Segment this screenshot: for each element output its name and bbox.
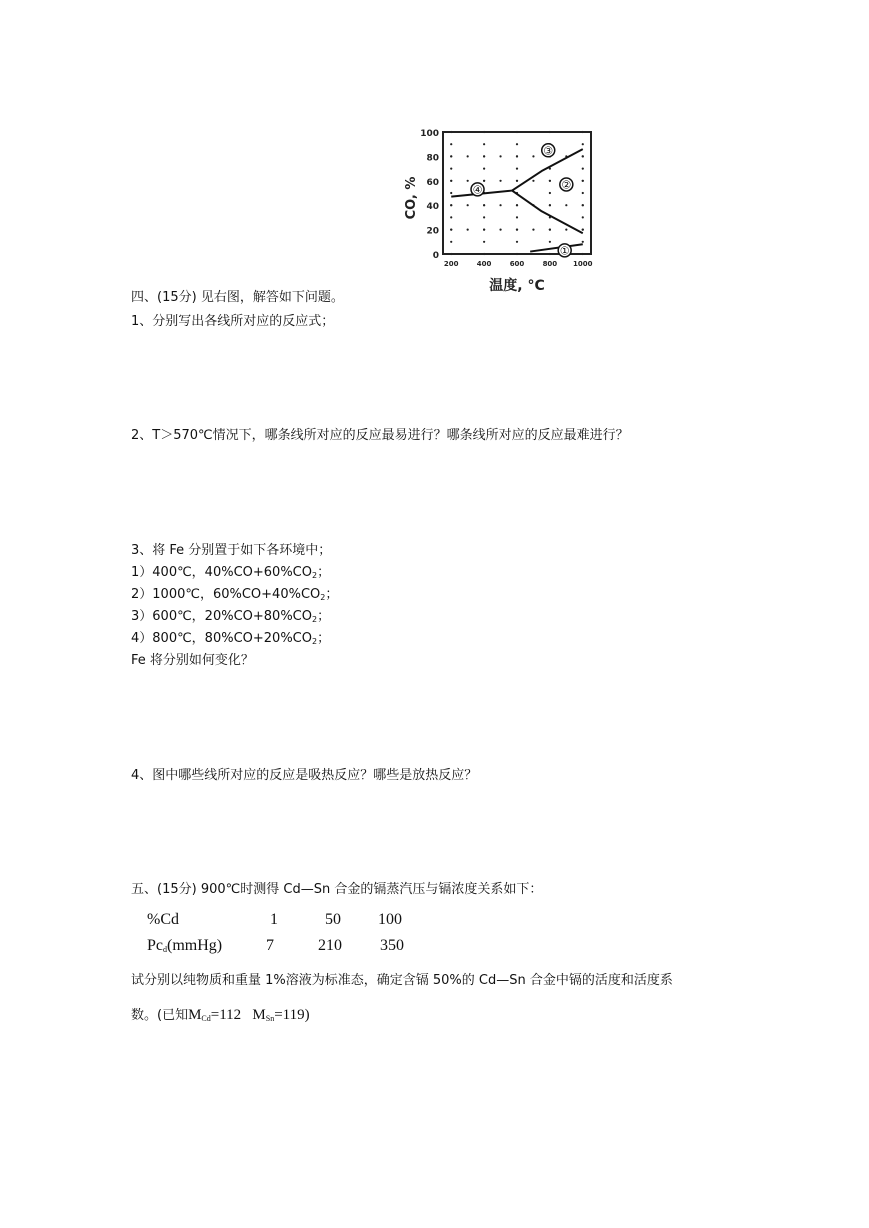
question-5-body-line2: 数。(已知$M_{Cd}=112$ $M_{Sn}=119$) — [131, 1007, 310, 1023]
y-tick-label: 100 — [420, 129, 439, 139]
grid-dot — [582, 143, 584, 145]
grid-dot — [516, 168, 518, 170]
grid-dot — [483, 143, 485, 145]
grid-dot — [499, 155, 501, 157]
question-5-body-line1: 试分别以纯物质和重量 1%溶液为标准态，确定含镉 50%的 Cd—Sn 合金中镉的活度和活度系 — [131, 973, 673, 988]
table-row1-value-2: 50 — [325, 911, 341, 928]
curve-label — [560, 178, 573, 192]
grid-dot — [582, 155, 584, 157]
grid-dot — [549, 192, 551, 194]
svg-text:④: ④ — [472, 183, 483, 197]
grid-dot — [582, 204, 584, 206]
grid-dot — [516, 155, 518, 157]
svg-text:③: ③ — [543, 144, 554, 158]
table-row1-value-3: 100 — [378, 911, 402, 928]
grid-dot — [467, 229, 469, 231]
grid-dot — [450, 216, 452, 218]
table-row2-value-2: 210 — [318, 937, 342, 954]
grid-dot — [450, 180, 452, 182]
svg-text:②: ② — [561, 178, 572, 192]
grid-dot — [450, 229, 452, 231]
grid-dot — [565, 229, 567, 231]
question-4-3-outro: Fe 将分别如何变化？ — [131, 653, 254, 668]
grid-dot — [549, 229, 551, 231]
q3-item-2: 2）1000℃，$60\%CO+40\%CO_2$； — [131, 587, 339, 602]
grid-dot — [532, 229, 534, 231]
x-tick-label: 200 — [443, 260, 459, 268]
grid-dot — [532, 180, 534, 182]
grid-dot — [549, 180, 551, 182]
question-4-2: 2、T＞570℃情况下，哪条线所对应的反应最易进行？哪条线所对应的反应最难进行？ — [131, 428, 629, 443]
grid-dot — [483, 168, 485, 170]
grid-dot — [582, 180, 584, 182]
grid-dot — [450, 192, 452, 194]
q3-item-3: 3）600℃，$20\%CO+80\%CO_2$； — [131, 609, 331, 624]
grid-dot — [450, 168, 452, 170]
grid-dot — [499, 204, 501, 206]
grid-dot — [516, 180, 518, 182]
curve-① — [530, 244, 583, 251]
grid-dot — [483, 229, 485, 231]
y-tick-label: 60 — [426, 177, 439, 188]
grid-dot — [450, 241, 452, 243]
grid-dot — [549, 241, 551, 243]
x-tick-label: 400 — [476, 260, 492, 268]
curve-label — [471, 183, 484, 197]
grid-dot — [467, 204, 469, 206]
grid-dot — [450, 204, 452, 206]
grid-dot — [499, 229, 501, 231]
grid-dot — [499, 180, 501, 182]
curve-label — [558, 244, 571, 258]
grid-dot — [467, 155, 469, 157]
x-tick-label: 600 — [509, 260, 525, 268]
grid-dot — [483, 180, 485, 182]
grid-dot — [483, 204, 485, 206]
grid-dot — [582, 241, 584, 243]
curve-③ — [512, 191, 583, 234]
q3-item-1: 1）400℃，$40\%CO+60\%CO_2$； — [131, 565, 331, 580]
table-row2-value-1: 7 — [266, 937, 274, 954]
y-tick-label: 80 — [426, 153, 439, 164]
curves — [451, 144, 583, 258]
x-tick-label: 1000 — [573, 260, 593, 268]
grid-dot — [582, 229, 584, 231]
x-axis-label: 温度, °C — [489, 278, 545, 294]
grid-dot — [532, 155, 534, 157]
table-row2-label: $Pc_d(mmHg)$ — [147, 937, 223, 954]
grid-dot — [516, 229, 518, 231]
grid-dot — [450, 143, 452, 145]
q3-item-4: 4）800℃，$80\%CO+20\%CO_2$； — [131, 631, 331, 646]
y-axis-label: CO, % — [404, 176, 419, 220]
grid-dot — [516, 143, 518, 145]
y-tick-label: 40 — [426, 202, 439, 213]
question-5-heading: 五、(15分) 900℃时测得 Cd—Sn 合金的镉蒸汽压与镉浓度关系如下： — [131, 882, 543, 897]
y-tick-label: 0 — [432, 251, 439, 261]
table-row2-value-3: 350 — [380, 937, 404, 954]
grid-dot — [565, 204, 567, 206]
grid-dot — [483, 216, 485, 218]
grid-dot — [516, 216, 518, 218]
co-temperature-chart — [395, 120, 605, 300]
table-row1-label: %Cd — [147, 911, 179, 928]
table-row1-value-1: 1 — [270, 911, 278, 928]
curve-label — [542, 144, 555, 158]
svg-text:①: ① — [559, 244, 570, 258]
question-4-3-intro: 3、将 Fe 分别置于如下各环境中； — [131, 543, 332, 558]
grid-dot — [516, 204, 518, 206]
grid-dot — [467, 180, 469, 182]
grid-dot — [516, 241, 518, 243]
grid-dot — [582, 192, 584, 194]
grid-dot — [483, 155, 485, 157]
grid-dot — [549, 204, 551, 206]
question-4-4: 4、图中哪些线所对应的反应是吸热反应？哪些是放热反应？ — [131, 768, 478, 783]
x-tick-labels — [444, 260, 593, 268]
x-tick-label: 800 — [542, 260, 558, 268]
y-tick-label: 20 — [426, 226, 439, 237]
question-4-heading: 四、(15分) 见右图，解答如下问题。 — [131, 290, 344, 305]
grid-dot — [450, 155, 452, 157]
y-tick-labels — [420, 129, 439, 261]
question-4-1: 1、分别写出各线所对应的反应式； — [131, 314, 335, 329]
grid-dot — [582, 168, 584, 170]
grid-dot — [582, 216, 584, 218]
grid-dot — [483, 241, 485, 243]
